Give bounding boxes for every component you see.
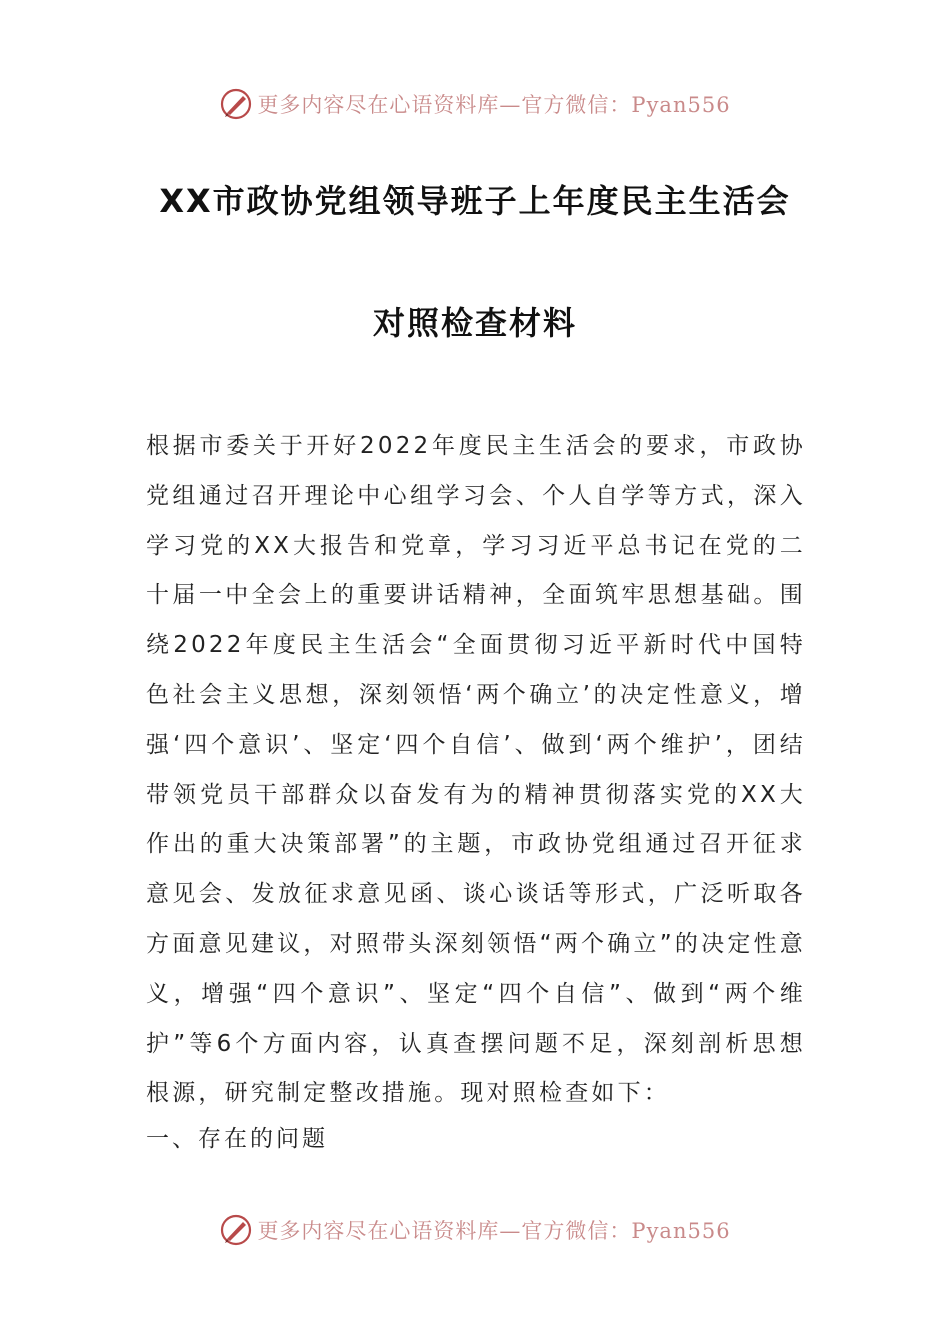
watermark-header <box>0 84 950 124</box>
document-title-line1: XX市政协党组领导班子上年度民主生活会 <box>159 182 791 220</box>
watermark-text: 更多内容尽在心语资料库—官方微信：Pyan556 <box>257 93 731 117</box>
pen-logo-icon <box>219 87 253 121</box>
section-heading: 一、存在的问题 <box>146 1126 328 1152</box>
document-title-line2: 对照检查材料 <box>372 304 577 342</box>
watermark-text: 更多内容尽在心语资料库—官方微信：Pyan556 <box>257 1219 731 1243</box>
watermark-footer <box>0 1210 950 1250</box>
intro-paragraph: 根据市委关于开好2022年度民主生活会的要求，市政协党组通过召开理论中心组学习会、个人自学等方式，深入学习党的XX大报告和党章，学习习近平总书记在党的二十届一中全会上的重要讲话精神，全面筑牢思想基础。围绕2022年度民主生活会“全面贯彻习近平新时代中国特色社会主义思想，深刻领悟‘两个确立’的决定性意义，增强‘四个意识’、坚定‘四个自信’、做到‘两个维护’，团结带领党员干部群众以奋发有为的精神贯彻落实党的XX大作出的重大决策部署”的主题，市政协党组通过召开征求意见会、发放征求意见函、谈心谈话等形式，广泛听取各方面意见建议，对照带头深刻领悟“两个确立”的决定性意义，增强“四个意识”、坚定“四个自信”、做到“两个维护”等6个方面内容，认真查摆问题不足，深刻剖析思想根源，研究制定整改措施。现对照检查如下： <box>146 433 806 1107</box>
pen-logo-icon <box>219 1213 253 1247</box>
